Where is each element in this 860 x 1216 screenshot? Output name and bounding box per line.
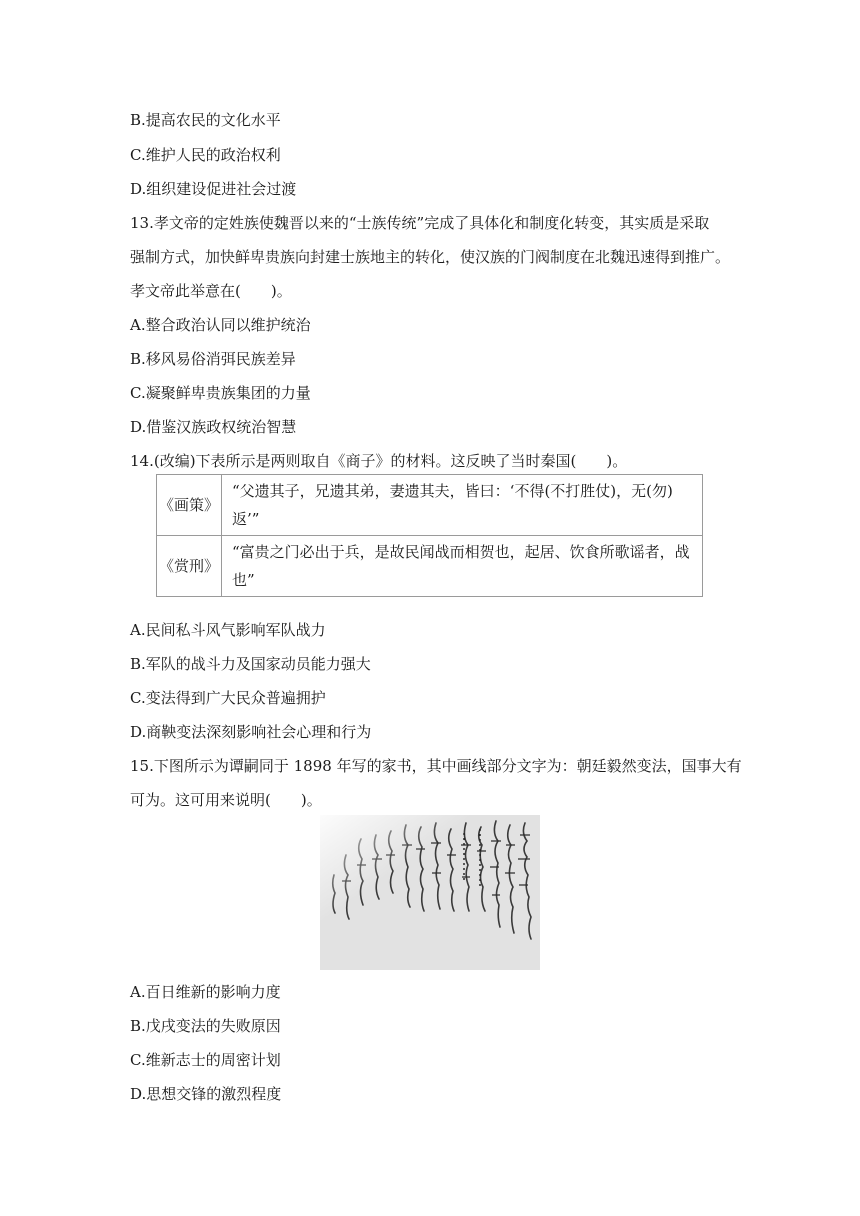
table-source-cell: 《赏刑》 bbox=[157, 536, 222, 597]
q12-option-b: B.提高农民的文化水平 bbox=[130, 111, 281, 129]
table-source-cell: 《画策》 bbox=[157, 475, 222, 536]
table-row bbox=[157, 475, 703, 536]
q14-option-d: D.商鞅变法深刻影响社会心理和行为 bbox=[130, 723, 372, 741]
q13-stem-line-1: 13.孝文帝的定姓族使魏晋以来的“士族传统”完成了具体化和制度化转变，其实质是采取 bbox=[130, 214, 710, 232]
table-text-cell: “父遗其子，兄遗其弟，妻遗其夫，皆曰：‘不得(不打胜仗)，无(勿)返’” bbox=[222, 475, 703, 536]
q14-option-b: B.军队的战斗力及国家动员能力强大 bbox=[130, 655, 371, 673]
q15-option-c: C.维新志士的周密计划 bbox=[130, 1051, 281, 1069]
q13-option-a: A.整合政治认同以维护统治 bbox=[130, 316, 311, 334]
handwriting-image bbox=[320, 815, 540, 970]
q14-stem: 14.(改编)下表所示是两则取自《商子》的材料。这反映了当时秦国( )。 bbox=[130, 452, 628, 470]
q13-stem-line-2: 强制方式，加快鲜卑贵族向封建士族地主的转化，使汉族的门阀制度在北魏迅速得到推广。 bbox=[130, 248, 731, 266]
tan-sitong-letter-image bbox=[320, 815, 540, 970]
table-row bbox=[157, 536, 703, 597]
table-text-cell: “富贵之门必出于兵，是故民闻战而相贺也，起居、饮食所歌谣者，战也” bbox=[222, 536, 703, 597]
q15-option-d: D.思想交锋的激烈程度 bbox=[130, 1085, 282, 1103]
q15-stem-line-1: 15.下图所示为谭嗣同于 1898 年写的家书，其中画线部分文字为：朝廷毅然变法，国事大有 bbox=[130, 757, 742, 775]
q12-option-d: D.组织建设促进社会过渡 bbox=[130, 180, 297, 198]
q12-option-c: C.维护人民的政治权利 bbox=[130, 146, 281, 164]
q13-stem-line-3: 孝文帝此举意在( )。 bbox=[130, 282, 292, 300]
q13-option-b: B.移风易俗消弭民族差异 bbox=[130, 350, 296, 368]
q14-material-table bbox=[156, 474, 703, 597]
q13-option-c: C.凝聚鲜卑贵族集团的力量 bbox=[130, 384, 311, 402]
q15-option-b: B.戊戌变法的失败原因 bbox=[130, 1017, 281, 1035]
q14-option-c: C.变法得到广大民众普遍拥护 bbox=[130, 689, 326, 707]
q15-stem-line-2: 可为。这可用来说明( )。 bbox=[130, 791, 322, 809]
q14-option-a: A.民间私斗风气影响军队战力 bbox=[130, 621, 326, 639]
q13-option-d: D.借鉴汉族政权统治智慧 bbox=[130, 418, 297, 436]
q15-option-a: A.百日维新的影响力度 bbox=[130, 983, 281, 1001]
